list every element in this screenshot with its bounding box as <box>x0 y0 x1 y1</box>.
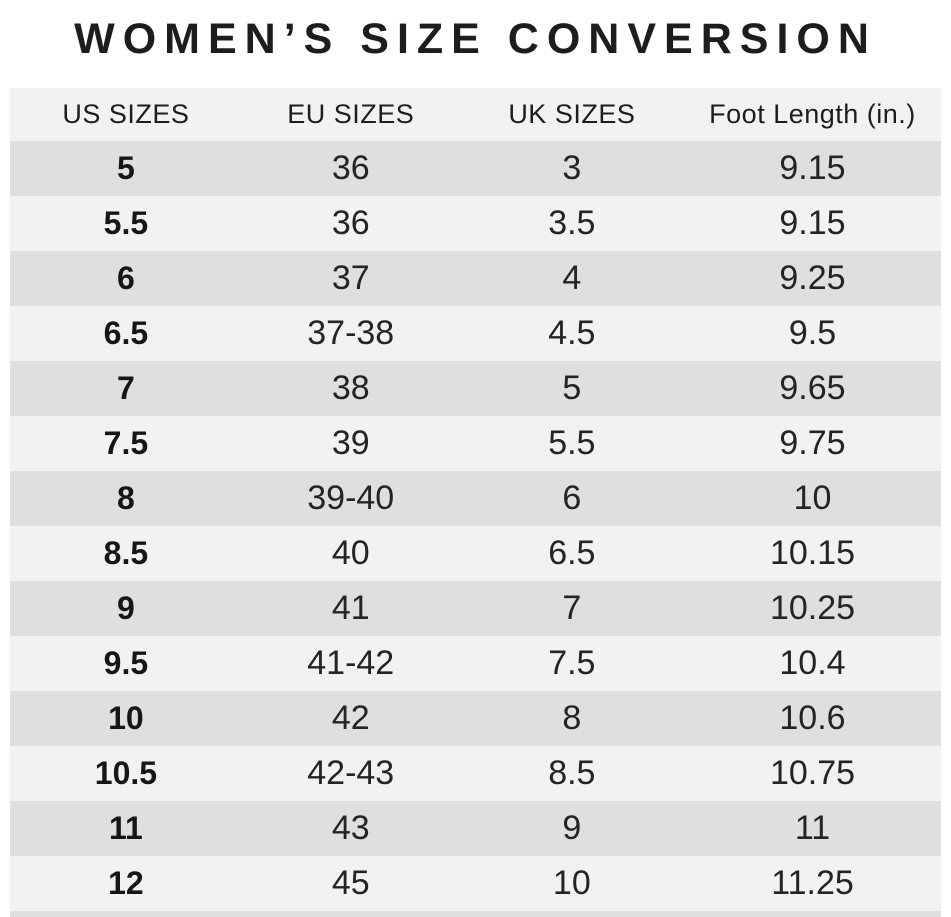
foot-length-cell: 9.65 <box>779 369 846 407</box>
table-row <box>10 801 941 856</box>
us-size-cell: 10.5 <box>94 755 158 791</box>
table-row <box>10 691 941 746</box>
table-row <box>10 636 941 691</box>
eu-size-cell: 39 <box>331 424 370 462</box>
foot-length-cell: 9.5 <box>788 314 837 352</box>
eu-size-cell: 41 <box>331 589 370 627</box>
table-header-row <box>10 88 941 141</box>
foot-length-cell: 10.6 <box>779 699 846 737</box>
uk-size-cell: 8 <box>562 699 582 737</box>
eu-size-cell: 38 <box>331 369 370 407</box>
eu-size-cell: 40 <box>331 534 370 572</box>
eu-size-cell: 36 <box>331 149 370 187</box>
foot-length-cell: 9.15 <box>779 149 846 187</box>
uk-size-cell: 8.5 <box>548 754 596 792</box>
foot-length-cell: 10.15 <box>769 534 856 572</box>
table-row <box>10 526 941 581</box>
uk-size-cell: 6 <box>562 479 582 517</box>
eu-size-cell: 45 <box>331 864 370 902</box>
size-conversion-table <box>10 88 941 917</box>
uk-size-cell: 7 <box>562 589 582 627</box>
uk-size-cell: 4.5 <box>548 314 596 352</box>
uk-size-cell: 6.5 <box>548 534 596 572</box>
eu-size-cell: 36 <box>331 204 370 242</box>
us-size-cell: 7 <box>117 370 135 406</box>
eu-size-cell: 37 <box>331 259 370 297</box>
uk-size-cell: 3 <box>562 149 582 187</box>
us-size-cell: 6 <box>117 260 135 296</box>
table-row <box>10 196 941 251</box>
us-size-cell: 7.5 <box>103 425 149 461</box>
table-row <box>10 581 941 636</box>
page-title: WOMEN’S SIZE CONVERSION <box>74 15 877 63</box>
foot-length-cell: 9.25 <box>779 259 846 297</box>
us-size-cell: 8 <box>117 480 135 516</box>
foot-length-cell: 10 <box>793 479 832 517</box>
column-header-eu-sizes: EU SIZES <box>287 99 415 129</box>
foot-length-cell: 9.75 <box>779 424 846 462</box>
table-row <box>10 746 941 801</box>
table-row <box>10 251 941 306</box>
foot-length-cell: 11 <box>794 809 831 847</box>
us-size-cell: 11 <box>108 810 143 846</box>
foot-length-cell: 11.25 <box>771 864 854 902</box>
us-size-cell: 9 <box>117 590 135 626</box>
uk-size-cell: 9 <box>562 809 582 847</box>
uk-size-cell: 4 <box>562 259 582 297</box>
eu-size-cell: 41-42 <box>307 644 395 682</box>
table-row <box>10 361 941 416</box>
table-row <box>10 471 941 526</box>
eu-size-cell: 39-40 <box>307 479 395 517</box>
foot-length-cell: 10.25 <box>769 589 856 627</box>
us-size-cell: 9.5 <box>103 645 149 681</box>
foot-length-cell: 9.15 <box>779 204 846 242</box>
us-size-cell: 8.5 <box>103 535 149 571</box>
eu-size-cell: 42 <box>331 699 370 737</box>
table-row <box>10 856 941 911</box>
us-size-cell: 12 <box>108 865 144 901</box>
table-row <box>10 306 941 361</box>
column-header-foot-length: Foot Length (in.) <box>709 99 916 129</box>
uk-size-cell: 3.5 <box>548 204 596 242</box>
uk-size-cell: 10 <box>552 864 591 902</box>
uk-size-cell: 5 <box>562 369 582 407</box>
foot-length-cell: 10.4 <box>779 644 846 682</box>
column-header-uk-sizes: UK SIZES <box>508 99 636 129</box>
column-header-us-sizes: US SIZES <box>62 99 190 129</box>
eu-size-cell: 43 <box>331 809 370 847</box>
table-row <box>10 416 941 471</box>
eu-size-cell: 42-43 <box>307 754 395 792</box>
table-row <box>10 141 941 196</box>
eu-size-cell: 37-38 <box>307 314 395 352</box>
us-size-cell: 6.5 <box>103 315 149 351</box>
us-size-cell: 5 <box>117 150 135 186</box>
us-size-cell: 10 <box>108 700 144 736</box>
uk-size-cell: 7.5 <box>548 644 596 682</box>
foot-length-cell: 10.75 <box>769 754 856 792</box>
us-size-cell: 5.5 <box>103 205 149 241</box>
uk-size-cell: 5.5 <box>548 424 596 462</box>
table-row-partial <box>10 911 941 917</box>
